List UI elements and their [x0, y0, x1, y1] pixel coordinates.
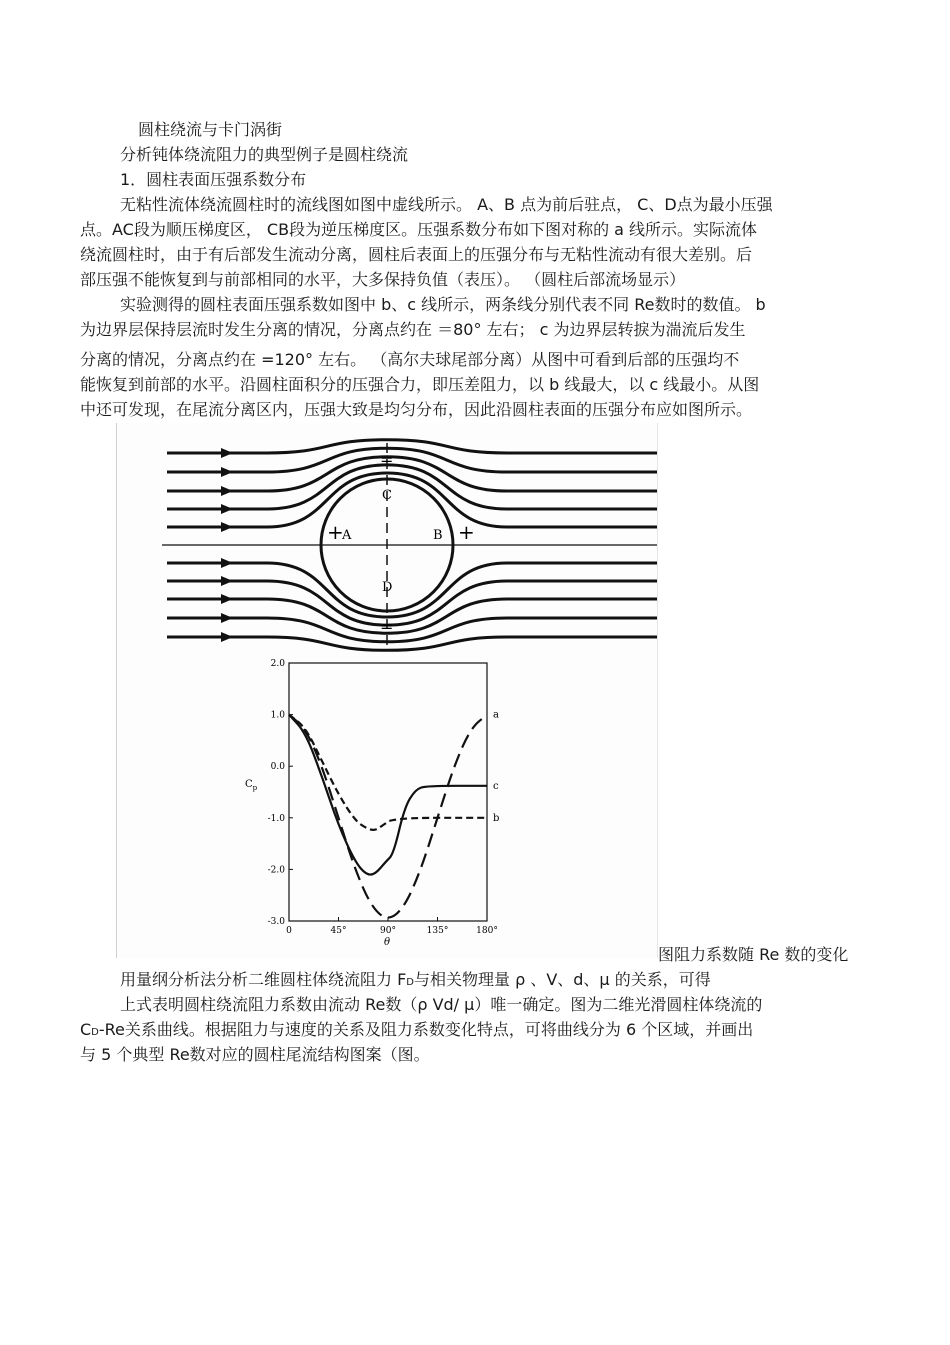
plot-frame: [289, 663, 487, 921]
series-line-b: [289, 715, 487, 830]
point-d-label: D: [382, 580, 393, 595]
y-tick-label: -3.0: [267, 917, 285, 927]
flow-arrow-icon: [221, 504, 233, 514]
point-b-label: B: [433, 528, 443, 543]
paragraph-line: 上式表明圆柱绕流阻力系数由流动 Re数（ρ Vd/ μ）唯一确定。图为二维光滑圆柱体绕流的: [120, 995, 763, 1014]
paragraph-line: 用量纲分析法分析二维圆柱体绕流阻力 FD与相关物理量 ρ 、V、d、μ 的关系，可得: [120, 970, 711, 989]
flow-arrow-icon: [221, 467, 233, 477]
y-tick-label: 1.0: [270, 710, 285, 721]
paragraph-line: 部压强不能恢复到与前部相同的水平，大多保持负值（表压）。 （圆柱后部流场显示）: [80, 270, 686, 289]
doc-title: 圆柱绕流与卡门涡街: [138, 120, 283, 139]
figure-svg: [117, 423, 657, 958]
flow-arrow-icon: [221, 632, 233, 642]
paragraph-line: 无粘性流体绕流圆柱时的流线图如图中虚线所示。 A、B 点为前后驻点， C、D点为最小压强: [120, 195, 773, 214]
x-tick-label: 45°: [330, 926, 347, 936]
series-label-a: a: [493, 709, 499, 721]
pressure-chart: [245, 659, 499, 948]
y-axis-label: $C_p$: [245, 778, 258, 792]
flow-arrow-icon: [221, 613, 233, 623]
paragraph-line: 实验测得的圆柱表面压强系数如图中 b、c 线所示，两条线分别代表不同 Re数时的数值。 b: [120, 295, 766, 314]
paragraph-line: 绕流圆柱时，由于有后部发生流动分离，圆柱后表面上的压强分布与无粘性流动有很大差别。后: [80, 245, 753, 264]
section-heading: 1．圆柱表面压强系数分布: [120, 170, 307, 189]
flow-arrow-icon: [221, 558, 233, 568]
point-a-label: A: [342, 528, 352, 543]
paragraph-line: 点。AC段为顺压梯度区， CB段为逆压梯度区。压强系数分布如下图对称的 a 线所示。实际流体: [80, 220, 758, 239]
flow-arrow-icon: [221, 522, 233, 532]
streamline: [167, 599, 657, 633]
flow-arrow-icon: [221, 448, 233, 458]
paragraph-line: 中还可发现，在尾流分离区内，压强大致是均匀分布，因此沿圆柱表面的压强分布应如图所示。: [80, 400, 753, 419]
paragraph-line: 与 5 个典型 Re数对应的圆柱尾流结构图案（图。: [80, 1045, 430, 1064]
plus-sign-right: +: [458, 520, 475, 544]
x-tick-label: 135°: [426, 926, 449, 936]
minus-sign-bottom: =: [380, 617, 394, 636]
series-label-c: c: [493, 780, 499, 792]
flow-arrow-icon: [221, 486, 233, 496]
y-tick-label: -1.0: [267, 813, 285, 824]
flow-arrow-icon: [221, 576, 233, 586]
x-tick-label: 180°: [476, 926, 498, 936]
y-tick-label: -2.0: [267, 865, 285, 876]
x-tick-label: 0: [286, 926, 292, 936]
x-axis-label: θ: [384, 937, 391, 948]
intro-line: 分析钝体绕流阻力的典型例子是圆柱绕流: [120, 145, 409, 164]
point-c-label: C: [382, 488, 392, 503]
minus-sign-top: =: [380, 450, 394, 469]
pressure-figure: [116, 423, 658, 958]
paragraph-line: 分离的情况，分离点约在 =120° 左右。 （高尔夫球尾部分离）从图中可看到后部的压强均不: [80, 350, 740, 369]
paragraph-line: CD-Re关系曲线。根据阻力与速度的关系及阻力系数变化特点，可将曲线分为 6 个区域，并画出: [80, 1020, 754, 1039]
paragraph-line: 为边界层保持层流时发生分离的情况，分离点约在 ＝80° 左右； c 为边界层转捩为湍流后发生: [80, 320, 746, 339]
x-tick-label: 90°: [380, 926, 396, 936]
y-tick-label: 2.0: [270, 659, 285, 669]
streamline: [167, 457, 657, 491]
paragraph-line: 能恢复到前部的水平。沿圆柱面积分的压强合力，即压差阻力，以 b 线最大，以 c 线最小。从图: [80, 375, 760, 394]
series-line-a: [289, 715, 487, 918]
y-tick-label: 0.0: [270, 762, 285, 773]
figure-caption: 图阻力系数随 Re 数的变化: [658, 945, 849, 964]
series-label-b: b: [493, 812, 500, 824]
series-line-c: [289, 715, 487, 875]
streamline: [167, 563, 657, 617]
flow-arrow-icon: [221, 594, 233, 604]
streamline: [167, 473, 657, 527]
plus-sign-left: +: [327, 520, 344, 544]
